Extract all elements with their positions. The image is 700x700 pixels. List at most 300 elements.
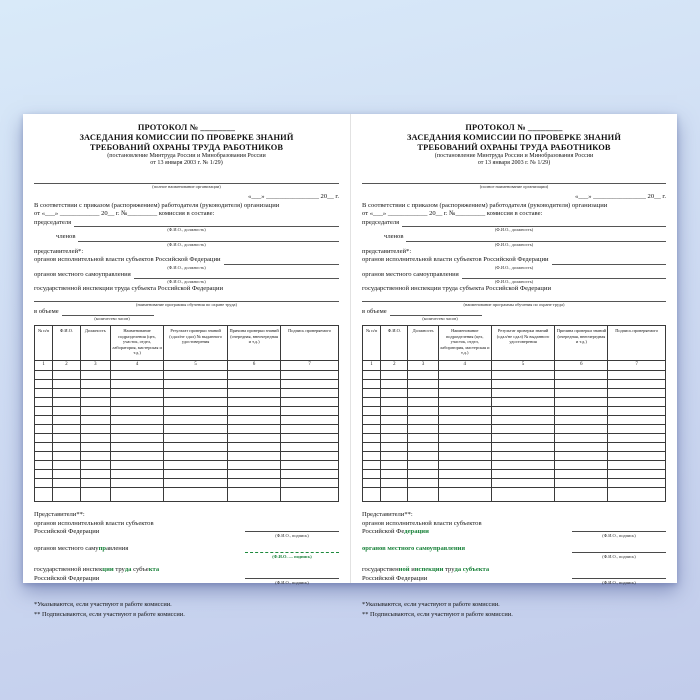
table-empty-cell (438, 416, 491, 425)
table-empty-cell (80, 407, 110, 416)
table-empty-cell (438, 425, 491, 434)
table-empty-cell (281, 452, 339, 461)
table-empty-cell (491, 407, 555, 416)
table-empty-cell (491, 470, 555, 479)
table-empty-cell (363, 380, 381, 389)
table-empty-cell (363, 488, 381, 502)
table-empty-cell (35, 434, 53, 443)
intro-line-1: В соответствии с приказом (распоряжением) работодателя (руководителя) организации (34, 201, 280, 209)
table-empty-cell (608, 434, 666, 443)
table-empty-cell (381, 470, 408, 479)
table-empty-cell (408, 470, 438, 479)
table-empty-row (35, 452, 339, 461)
members-row (362, 233, 666, 242)
local-government-label: органов местного самоуправления (34, 270, 131, 278)
table-empty-row (363, 398, 666, 407)
footer-inspection-row (362, 566, 666, 584)
protocol-date-field: «___» ________________ 20__ г. (575, 192, 666, 200)
footnotes (362, 600, 666, 619)
volume-fill-line (390, 308, 482, 316)
members-caption: (Ф.И.О., должность) (167, 241, 206, 247)
signature-line (245, 526, 339, 532)
table-empty-cell (110, 443, 163, 452)
footer-executive-line2 (362, 528, 482, 537)
text-segment: (Ф.И.О., подпись) (602, 554, 636, 560)
table-empty-cell (608, 470, 666, 479)
executive-authority-label: органов исполнительной власти субъектов Российской Федерации (362, 256, 549, 264)
table-empty-cell (80, 380, 110, 389)
hours-caption: (количество часов) (422, 316, 458, 322)
text-segment: органов исполнительной власти субъектов (34, 519, 154, 527)
table-empty-cell (110, 371, 163, 380)
col-header-position: Должность (408, 326, 438, 361)
table-empty-cell (53, 398, 80, 407)
table-empty-cell (363, 479, 381, 488)
footer-local-government-text (362, 545, 465, 558)
table-empty-cell (363, 407, 381, 416)
table-empty-cell (363, 389, 381, 398)
table-empty-cell (164, 416, 228, 425)
table-empty-cell (491, 443, 555, 452)
protocol-title-line2: ЗАСЕДАНИЯ КОМИССИИ ПО ПРОВЕРКЕ ЗНАНИЙ (406, 133, 622, 143)
table-empty-cell (281, 407, 339, 416)
table-empty-cell (164, 443, 228, 452)
footer-local-government-line1 (362, 545, 465, 554)
table-empty-cell (164, 434, 228, 443)
col-number: 2 (381, 361, 408, 371)
col-number: 2 (53, 361, 80, 371)
executive-authority-row (362, 256, 666, 265)
col-header-department: Наименование подразделения (цех, участок, отдел, лаборатория, мастерская и т.д.) (110, 326, 163, 361)
text-segment: государствен (362, 566, 399, 574)
table-empty-cell (164, 452, 228, 461)
col-number: 7 (281, 361, 339, 371)
footer-executive-line1 (362, 520, 482, 529)
table-empty-cell (228, 470, 281, 479)
table-empty-cell (608, 452, 666, 461)
text-segment: и (409, 566, 415, 574)
table-empty-cell (363, 425, 381, 434)
table-empty-cell (608, 407, 666, 416)
table-empty-cell (408, 371, 438, 380)
highlighted-text: ной (398, 566, 410, 574)
table-empty-cell (438, 434, 491, 443)
table-empty-cell (438, 452, 491, 461)
executive-authority-caption: (Ф.И.О., должность) (167, 264, 206, 270)
col-header-number: № п/п (363, 326, 381, 361)
col-header-department: Наименование подразделения (цех, участок, отдел, лаборатория, мастерская и т.д.) (438, 326, 491, 361)
footer-executive-row (34, 520, 339, 538)
table-empty-cell (491, 425, 555, 434)
col-header-signature: Подпись проверяемого (281, 326, 339, 361)
text-segment: Российской Федерации (34, 528, 100, 536)
table-empty-cell (608, 479, 666, 488)
labor-inspection-label: государственной инспекции труда субъекта Российской Федерации (362, 285, 552, 293)
table-empty-row (35, 380, 339, 389)
table-empty-cell (164, 407, 228, 416)
table-empty-cell (281, 470, 339, 479)
program-caption: (наименование программы обучения по охране труда) (463, 301, 565, 307)
volume-label: в объеме (362, 307, 387, 315)
table-empty-cell (381, 479, 408, 488)
table-empty-row (35, 443, 339, 452)
table-empty-cell (80, 425, 110, 434)
signature-caption (572, 554, 666, 560)
table-empty-cell (281, 416, 339, 425)
table-empty-cell (110, 488, 163, 502)
table-empty-cell (608, 380, 666, 389)
table-empty-cell (608, 425, 666, 434)
table-empty-cell (408, 488, 438, 502)
table-empty-cell (438, 488, 491, 502)
text-segment: органов местного саму (34, 545, 99, 553)
table-empty-cell (363, 470, 381, 479)
table-empty-cell (555, 470, 608, 479)
table-empty-cell (80, 398, 110, 407)
signature-block-inspection (245, 573, 339, 586)
table-empty-cell (555, 443, 608, 452)
table-empty-cell (228, 425, 281, 434)
program-caption: (наименование программы обучения по охране труда) (136, 301, 237, 307)
members-label: членов (56, 233, 76, 241)
table-empty-cell (555, 407, 608, 416)
table-empty-cell (381, 389, 408, 398)
protocol-number-title: ПРОТОКОЛ № ________ (465, 123, 563, 132)
footnote-2: ** Подписываются, если участвуют в работе комиссии. (362, 610, 513, 618)
chairman-caption: (Ф.И.О., должность) (494, 227, 534, 233)
footer-inspection-line2 (362, 575, 489, 584)
table-empty-cell (381, 425, 408, 434)
signature-block-inspection (572, 573, 666, 586)
protocol-title-line3: ТРЕБОВАНИЙ ОХРАНЫ ТРУДА РАБОТНИКОВ (417, 143, 611, 153)
organization-name-field (362, 173, 666, 184)
table-empty-cell (438, 479, 491, 488)
table-empty-row (363, 443, 666, 452)
table-header-row (35, 326, 339, 361)
table-empty-cell (555, 425, 608, 434)
table-empty-cell (35, 407, 53, 416)
text-segment: тру (443, 566, 455, 574)
executive-authority-label: органов исполнительной власти субъектов Российской Федерации (34, 256, 221, 264)
table-empty-cell (228, 488, 281, 502)
protocol-subtitle-date: от 13 января 2003 г. № 1/29) (477, 160, 551, 167)
signature-line (572, 573, 666, 579)
signatures-section (362, 511, 666, 584)
table-empty-cell (281, 398, 339, 407)
table-empty-cell (228, 434, 281, 443)
organization-caption: (полное наименование организации) (479, 183, 549, 189)
table-empty-cell (53, 443, 80, 452)
table-empty-cell (608, 416, 666, 425)
table-empty-row (35, 461, 339, 470)
text-segment: (Ф.И.О., подпись) (275, 580, 309, 586)
table-empty-cell (491, 371, 555, 380)
signature-block-local-government (572, 547, 666, 560)
organization-caption: (полное наименование организации) (152, 183, 221, 189)
table-empty-row (363, 461, 666, 470)
protocol-page (23, 114, 350, 618)
table-empty-cell (438, 470, 491, 479)
col-header-signature: Подпись проверяемого (608, 326, 666, 361)
col-header-result: Результат проверки знаний (сдал/не сдал) № выданного удостоверения (491, 326, 555, 361)
table-empty-cell (164, 389, 228, 398)
table-empty-cell (555, 461, 608, 470)
table-empty-cell (281, 434, 339, 443)
table-empty-cell (555, 398, 608, 407)
table-empty-cell (228, 461, 281, 470)
table-empty-cell (408, 479, 438, 488)
col-header-position: Должность (80, 326, 110, 361)
table-empty-cell (363, 371, 381, 380)
text-segment: авления (106, 545, 129, 553)
protocol-subtitle-resolution: (постановление Минтруда России и Минобразования России (107, 153, 266, 160)
table-empty-cell (608, 461, 666, 470)
table-empty-cell (228, 371, 281, 380)
footnote-1: *Указываются, если участвуют в работе комиссии. (34, 601, 172, 609)
local-government-row (34, 271, 339, 280)
text-segment: (Ф.И.О., подпись) (602, 580, 636, 586)
footer-executive-line1 (34, 520, 154, 529)
table-empty-row (35, 398, 339, 407)
table-empty-cell (555, 452, 608, 461)
text-segment: органов исполнительной власти субъектов (362, 519, 482, 527)
highlighted-text: ции (102, 566, 114, 574)
table-empty-cell (228, 389, 281, 398)
table-empty-cell (555, 416, 608, 425)
highlighted-text: органов местного самоуправления (362, 545, 466, 553)
table-empty-row (363, 425, 666, 434)
table-empty-row (363, 434, 666, 443)
table-empty-row (363, 371, 666, 380)
table-empty-cell (80, 488, 110, 502)
col-header-result: Результат проверки знаний (сдал/не сдал) № выданного удостоверения (164, 326, 228, 361)
local-government-label: органов местного самоуправления (362, 270, 459, 278)
table-empty-cell (35, 479, 53, 488)
signature-block-executive (245, 526, 339, 539)
table-empty-cell (35, 488, 53, 502)
document-spread (23, 114, 677, 618)
table-empty-row (35, 371, 339, 380)
local-government-fill-line (134, 271, 339, 279)
col-number: 3 (408, 361, 438, 371)
table-empty-cell (35, 416, 53, 425)
table-empty-cell (381, 371, 408, 380)
col-number: 5 (164, 361, 228, 371)
executive-authority-row (34, 256, 339, 265)
signature-line (572, 526, 666, 532)
table-empty-cell (608, 371, 666, 380)
signature-line (245, 573, 339, 579)
table-column-number-row (35, 361, 339, 371)
table-empty-row (35, 488, 339, 502)
table-empty-cell (53, 452, 80, 461)
table-empty-cell (110, 479, 163, 488)
col-number: 6 (228, 361, 281, 371)
table-empty-cell (608, 398, 666, 407)
table-empty-row (363, 479, 666, 488)
table-empty-cell (555, 389, 608, 398)
members-row (34, 233, 339, 242)
table-column-number-row (363, 361, 666, 371)
local-government-fill-line (462, 271, 666, 279)
table-empty-cell (408, 443, 438, 452)
protocol-page (350, 114, 677, 618)
chairman-row (362, 219, 666, 228)
text-segment: субъе (131, 566, 149, 574)
table-empty-cell (164, 398, 228, 407)
table-empty-cell (363, 398, 381, 407)
col-header-name: Ф.И.О. (53, 326, 80, 361)
table-empty-cell (35, 443, 53, 452)
footer-executive-text (34, 520, 154, 538)
table-empty-cell (281, 425, 339, 434)
table-empty-cell (281, 479, 339, 488)
signature-line (245, 547, 339, 553)
volume-label: в объеме (34, 307, 59, 315)
table-empty-cell (53, 371, 80, 380)
footnote-2: ** Подписываются, если участвуют в работе комиссии. (34, 610, 185, 618)
table-empty-cell (110, 407, 163, 416)
table-empty-row (35, 416, 339, 425)
table-empty-cell (408, 434, 438, 443)
table-empty-cell (491, 461, 555, 470)
table-empty-cell (53, 479, 80, 488)
table-empty-cell (408, 416, 438, 425)
table-empty-cell (80, 389, 110, 398)
table-empty-cell (381, 416, 408, 425)
footer-executive-line2 (34, 528, 154, 537)
table-empty-cell (408, 380, 438, 389)
table-empty-cell (53, 380, 80, 389)
protocol-title-line3: ТРЕБОВАНИЙ ОХРАНЫ ТРУДА РАБОТНИКОВ (89, 143, 284, 153)
intro-line-2: от «___» ____________ 20__ г. №_________ комиссия в составе: (34, 210, 215, 218)
table-empty-cell (53, 416, 80, 425)
table-empty-cell (110, 380, 163, 389)
table-empty-cell (281, 380, 339, 389)
table-empty-cell (438, 371, 491, 380)
table-empty-cell (381, 434, 408, 443)
table-empty-cell (381, 380, 408, 389)
program-name-field (34, 294, 339, 302)
footer-inspection-line1 (362, 566, 489, 575)
highlighted-text: да (124, 566, 132, 574)
col-number: 4 (438, 361, 491, 371)
table-empty-row (35, 407, 339, 416)
table-empty-row (35, 479, 339, 488)
members-fill-line (406, 234, 666, 242)
signature-caption (245, 554, 339, 560)
table-empty-cell (608, 443, 666, 452)
table-empty-cell (491, 398, 555, 407)
table-empty-cell (438, 380, 491, 389)
table-empty-cell (408, 407, 438, 416)
highlighted-text: дерации (404, 528, 429, 536)
table-empty-row (35, 434, 339, 443)
signatures-section (34, 511, 339, 584)
text-segment: (Ф.И.О., подпись) (275, 533, 309, 539)
col-header-number: № п/п (35, 326, 53, 361)
footer-executive-text (362, 520, 482, 538)
table-empty-cell (381, 407, 408, 416)
footer-local-government-row (362, 545, 666, 558)
col-header-reason: Причина проверки знаний (очередная, внеочередная и т.д.) (228, 326, 281, 361)
table-empty-cell (363, 443, 381, 452)
table-empty-cell (80, 371, 110, 380)
table-empty-row (35, 425, 339, 434)
table-empty-cell (110, 398, 163, 407)
table-empty-cell (281, 488, 339, 502)
table-empty-cell (438, 443, 491, 452)
col-header-reason: Причина проверки знаний (очередная, внеочередная и т.д.) (555, 326, 608, 361)
table-empty-cell (491, 416, 555, 425)
hours-caption: (количество часов) (94, 316, 130, 322)
table-empty-cell (53, 488, 80, 502)
signature-caption (572, 580, 666, 586)
knowledge-check-table (362, 325, 666, 502)
chairman-fill-line (402, 219, 666, 227)
footer-local-government-row (34, 545, 339, 558)
signature-line (572, 547, 666, 553)
table-empty-cell (381, 443, 408, 452)
footer-inspection-text (362, 566, 489, 584)
volume-row (362, 308, 666, 317)
footer-executive-row (362, 520, 666, 538)
highlighted-text: (Ф.И.О. — подпись) (272, 554, 312, 560)
executive-authority-caption: (Ф.И.О., должность) (494, 264, 534, 270)
signature-caption (245, 580, 339, 586)
table-empty-row (363, 389, 666, 398)
highlighted-text: нспекции (414, 566, 444, 574)
table-empty-row (35, 389, 339, 398)
table-empty-cell (381, 398, 408, 407)
organization-name-field (34, 173, 339, 184)
table-empty-cell (281, 389, 339, 398)
table-empty-cell (228, 452, 281, 461)
table-empty-cell (228, 407, 281, 416)
table-empty-cell (555, 380, 608, 389)
signature-caption (572, 533, 666, 539)
table-empty-cell (53, 425, 80, 434)
table-empty-row (363, 470, 666, 479)
table-empty-cell (491, 479, 555, 488)
table-empty-row (363, 452, 666, 461)
chairman-fill-line (74, 219, 339, 227)
table-empty-cell (363, 452, 381, 461)
table-empty-cell (35, 371, 53, 380)
table-empty-cell (110, 425, 163, 434)
chairman-caption: (Ф.И.О., должность) (167, 227, 206, 233)
table-empty-cell (608, 389, 666, 398)
table-empty-cell (491, 488, 555, 502)
table-empty-row (363, 416, 666, 425)
table-empty-cell (363, 461, 381, 470)
table-empty-cell (363, 434, 381, 443)
footer-inspection-line2 (34, 575, 159, 584)
table-empty-cell (110, 434, 163, 443)
table-empty-cell (35, 470, 53, 479)
table-empty-cell (80, 470, 110, 479)
table-empty-cell (555, 371, 608, 380)
table-empty-cell (53, 470, 80, 479)
table-empty-cell (228, 416, 281, 425)
table-empty-cell (363, 416, 381, 425)
footer-inspection-row (34, 566, 339, 584)
signature-caption (245, 533, 339, 539)
table-empty-cell (381, 488, 408, 502)
text-segment: Российской Фе (362, 528, 405, 536)
table-empty-cell (110, 470, 163, 479)
representatives-label: представителей*: (34, 247, 84, 255)
